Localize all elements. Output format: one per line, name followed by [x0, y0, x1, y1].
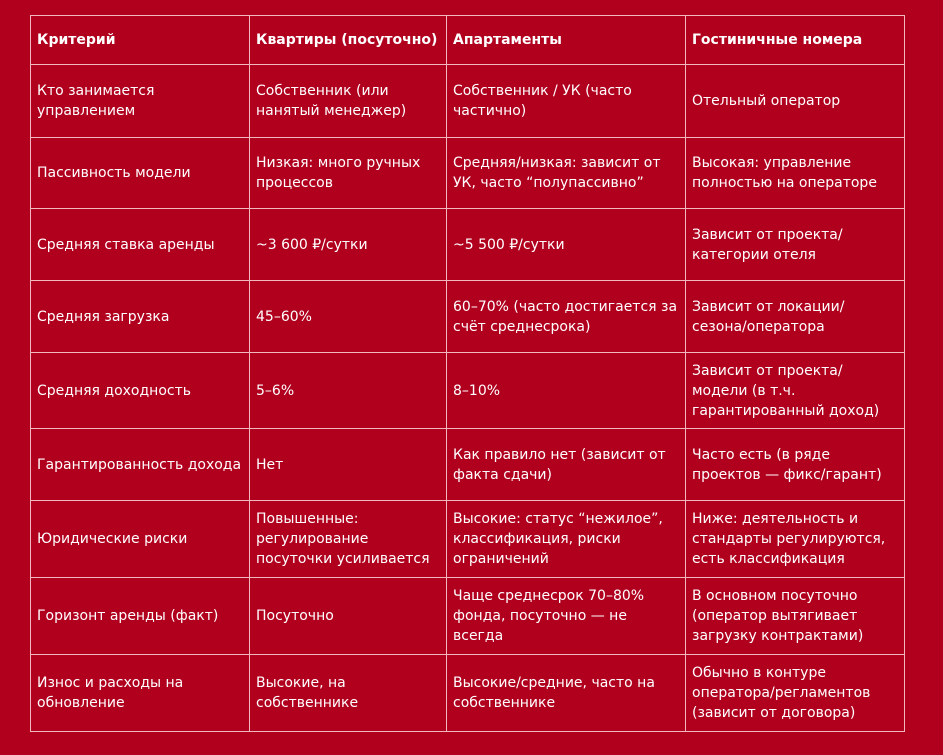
cell-criterion: Средняя доходность — [31, 353, 250, 429]
cell-criterion: Горизонт аренды (факт) — [31, 578, 250, 655]
cell-apartments-daily: Повышенные: регулирование посуточки усиливается — [250, 501, 447, 578]
table-row — [31, 429, 905, 501]
cell-apartments-commercial: Собственник / УК (часто частично) — [447, 65, 686, 138]
cell-apartments-daily: 45–60% — [250, 281, 447, 353]
header-apartments-daily: Квартиры (посуточно) — [250, 16, 447, 65]
cell-hotel-rooms: Зависит от проекта/категории отеля — [686, 209, 905, 281]
cell-apartments-commercial: Высокие/средние, часто на собственнике — [447, 655, 686, 732]
header-apartments-commercial: Апартаменты — [447, 16, 686, 65]
cell-criterion: Средняя ставка аренды — [31, 209, 250, 281]
cell-hotel-rooms: Часто есть (в ряде проектов — фикс/гарант) — [686, 429, 905, 501]
cell-apartments-daily: 5–6% — [250, 353, 447, 429]
cell-apartments-daily: Низкая: много ручных процессов — [250, 138, 447, 209]
table-row — [31, 501, 905, 578]
cell-hotel-rooms: В основном посуточно (оператор вытягивает загрузку контрактами) — [686, 578, 905, 655]
cell-criterion: Кто занимается управлением — [31, 65, 250, 138]
cell-criterion: Гарантированность дохода — [31, 429, 250, 501]
cell-hotel-rooms: Зависит от локации/сезона/оператора — [686, 281, 905, 353]
table-row — [31, 353, 905, 429]
cell-criterion: Юридические риски — [31, 501, 250, 578]
cell-apartments-commercial: 60–70% (часто достигается за счёт среднесрока) — [447, 281, 686, 353]
cell-apartments-daily: Высокие, на собственнике — [250, 655, 447, 732]
cell-apartments-commercial: Чаще среднесрок 70–80% фонда, посуточно — не всегда — [447, 578, 686, 655]
table-row — [31, 281, 905, 353]
cell-hotel-rooms: Ниже: деятельность и стандарты регулируются, есть классификация — [686, 501, 905, 578]
table-row — [31, 138, 905, 209]
cell-apartments-daily: ~3 600 ₽/сутки — [250, 209, 447, 281]
cell-apartments-commercial: Высокие: статус “нежилое”, классификация, риски ограничений — [447, 501, 686, 578]
header-criterion: Критерий — [31, 16, 250, 65]
table-row — [31, 209, 905, 281]
cell-apartments-commercial: Как правило нет (зависит от факта сдачи) — [447, 429, 686, 501]
cell-hotel-rooms: Отельный оператор — [686, 65, 905, 138]
cell-apartments-daily: Собственник (или нанятый менеджер) — [250, 65, 447, 138]
cell-criterion: Износ и расходы на обновление — [31, 655, 250, 732]
header-hotel-rooms: Гостиничные номера — [686, 16, 905, 65]
cell-hotel-rooms: Обычно в контуре оператора/регламентов (зависит от договора) — [686, 655, 905, 732]
cell-criterion: Пассивность модели — [31, 138, 250, 209]
cell-apartments-commercial: ~5 500 ₽/сутки — [447, 209, 686, 281]
cell-apartments-daily: Посуточно — [250, 578, 447, 655]
table-row — [31, 578, 905, 655]
cell-apartments-commercial: Средняя/низкая: зависит от УК, часто “полупассивно” — [447, 138, 686, 209]
table-row — [31, 655, 905, 732]
comparison-table — [30, 15, 905, 732]
table-header-row — [31, 16, 905, 65]
cell-apartments-daily: Нет — [250, 429, 447, 501]
cell-hotel-rooms: Зависит от проекта/модели (в т.ч. гарантированный доход) — [686, 353, 905, 429]
cell-criterion: Средняя загрузка — [31, 281, 250, 353]
cell-apartments-commercial: 8–10% — [447, 353, 686, 429]
table-row — [31, 65, 905, 138]
cell-hotel-rooms: Высокая: управление полностью на операторе — [686, 138, 905, 209]
